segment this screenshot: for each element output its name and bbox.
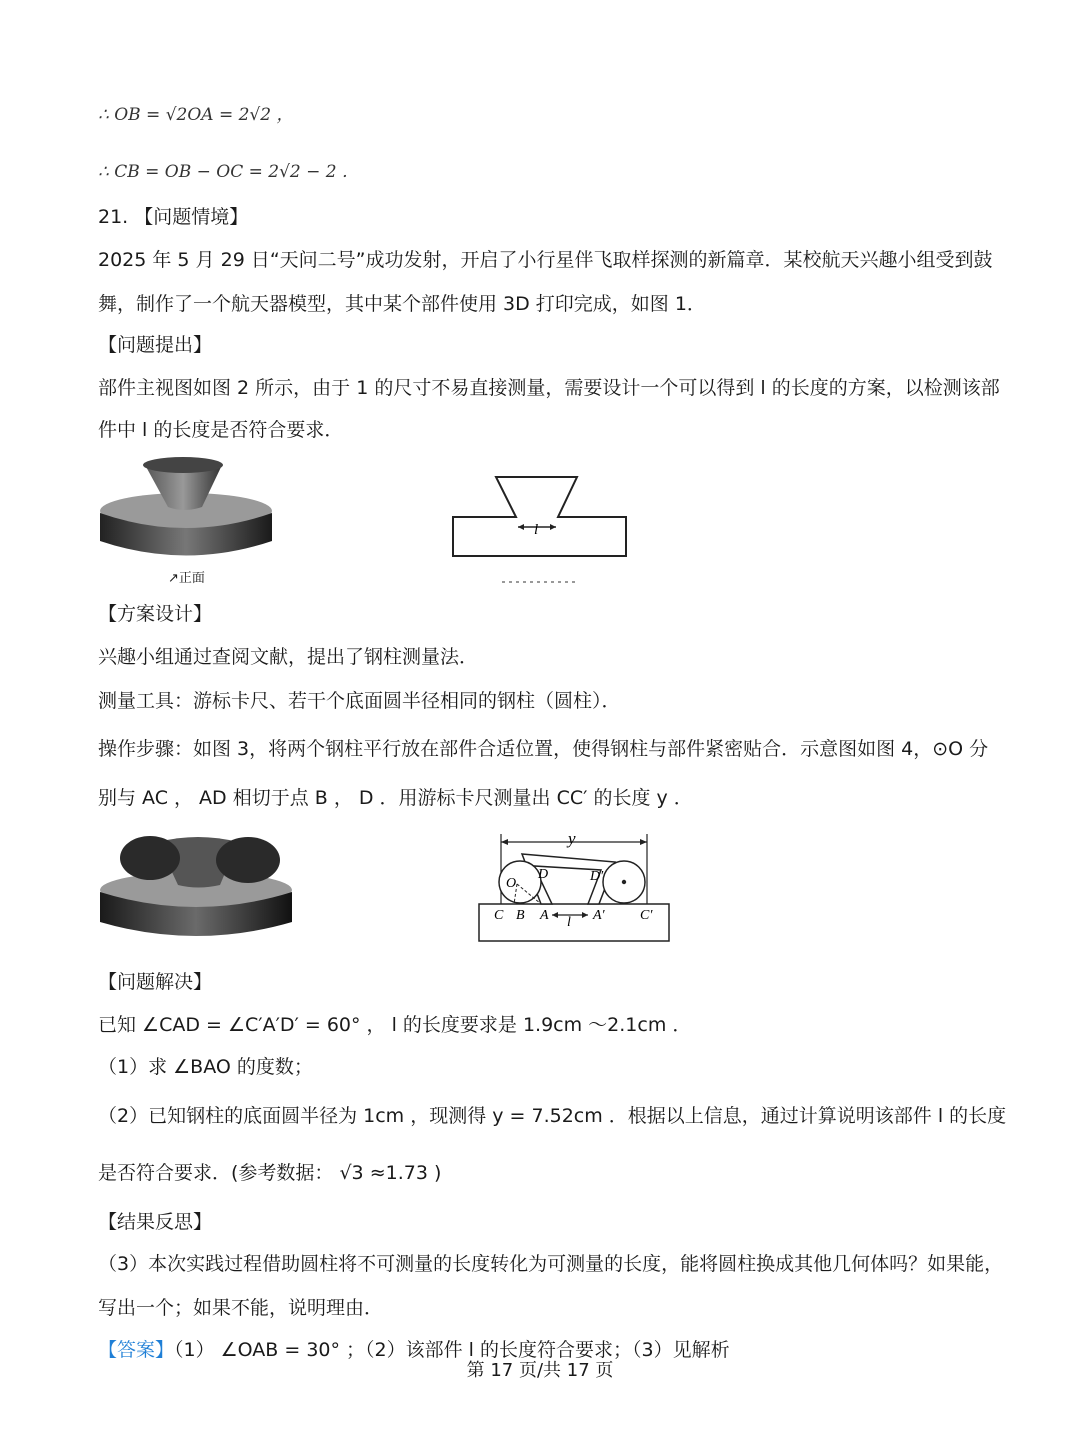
figure-2-front-view xyxy=(450,472,630,590)
design-line-1: 兴趣小组通过查阅文献，提出了钢柱测量法． xyxy=(98,646,479,668)
question-2-line-2: 是否符合要求．(参考数据： √3 ≈1.73 ) xyxy=(98,1162,442,1184)
figure-4-label-c-prime: C′ xyxy=(640,908,653,923)
answer-tag: 【答案】 xyxy=(98,1339,175,1361)
figure-3-photo xyxy=(98,830,298,945)
figure-4-label-o: O xyxy=(506,876,517,891)
figure-1-photo xyxy=(98,455,278,585)
context-line-2: 舞，制作了一个航天器模型，其中某个部件使用 3D 打印完成，如图 1． xyxy=(98,293,706,315)
figure-1-caption: ↗正面 xyxy=(168,571,205,586)
arrow-icon: ↗ xyxy=(168,571,179,586)
answer-text: （1） ∠OAB = 30° ；（2）该部件 l 的长度符合要求；（3）见解析 xyxy=(174,1339,730,1361)
figure-4-label-d: D xyxy=(538,867,549,882)
figure-4-label-y: y xyxy=(568,829,576,848)
problem-line-2: 件中 l 的长度是否符合要求． xyxy=(98,419,344,441)
design-line-4: 别与 AC ， AD 相切于点 B ， D ．用游标卡尺测量出 CC′ 的长度 y ． xyxy=(98,787,693,809)
design-line-2: 测量工具：游标卡尺、若干个底面圆半径相同的钢柱（圆柱）． xyxy=(98,690,621,712)
design-heading: 【方案设计】 xyxy=(98,603,213,625)
figure-4-label-c: C xyxy=(494,908,504,923)
question-2-line-1: （2）已知钢柱的底面圆半径为 1cm ，现测得 y = 7.52cm ．根据以上信息，通过计算说明该部件 l 的长度 xyxy=(98,1105,1007,1127)
context-line-1: 2025 年 5 月 29 日“天问二号”成功发射，开启了小行星伴飞取样探测的新篇章．某校航天兴趣小组受到鼓 xyxy=(98,249,993,271)
question-1: （1）求 ∠BAO 的度数； xyxy=(98,1056,313,1078)
problem-line-1: 部件主视图如图 2 所示，由于 1 的尺寸不易直接测量，需要设计一个可以得到 l 的长度的方案，以检测该部 xyxy=(98,377,1000,399)
reflection-heading: 【结果反思】 xyxy=(98,1211,213,1233)
figure-4-label-b: B xyxy=(516,908,525,923)
figure-4-schematic xyxy=(472,828,677,948)
page-footer: 第 17 页/共 17 页 xyxy=(466,1360,614,1381)
solve-heading: 【问题解决】 xyxy=(98,971,213,993)
problem-heading: 【问题提出】 xyxy=(98,334,213,356)
figure-2-label-l: l xyxy=(534,522,539,538)
math-line-ob: ∴ OB = √2OA = 2√2 ， xyxy=(98,105,294,125)
solve-given: 已知 ∠CAD = ∠C′A′D′ = 60° ， l 的长度要求是 1.9cm ～2.1cm ． xyxy=(98,1014,692,1036)
figure-4-label-a: A xyxy=(540,908,549,923)
design-line-3: 操作步骤：如图 3，将两个钢柱平行放在部件合适位置，使得钢柱与部件紧密贴合．示意图如图 4，⊙O 分 xyxy=(98,738,989,760)
figure-4-label-l: l xyxy=(567,915,571,930)
question-3-line-2: 写出一个；如果不能，说明理由． xyxy=(98,1297,384,1319)
figure-4-label-a-prime: A′ xyxy=(593,908,605,923)
question-21-heading: 21. 【问题情境】 xyxy=(98,206,249,228)
math-line-cb: ∴ CB = OB − OC = 2√2 − 2 ． xyxy=(98,162,359,182)
figure-4-label-d-prime: D′ xyxy=(590,869,604,884)
question-3-line-1: （3）本次实践过程借助圆柱将不可测量的长度转化为可测量的长度，能将圆柱换成其他几何体吗？如果能， xyxy=(98,1253,1004,1275)
